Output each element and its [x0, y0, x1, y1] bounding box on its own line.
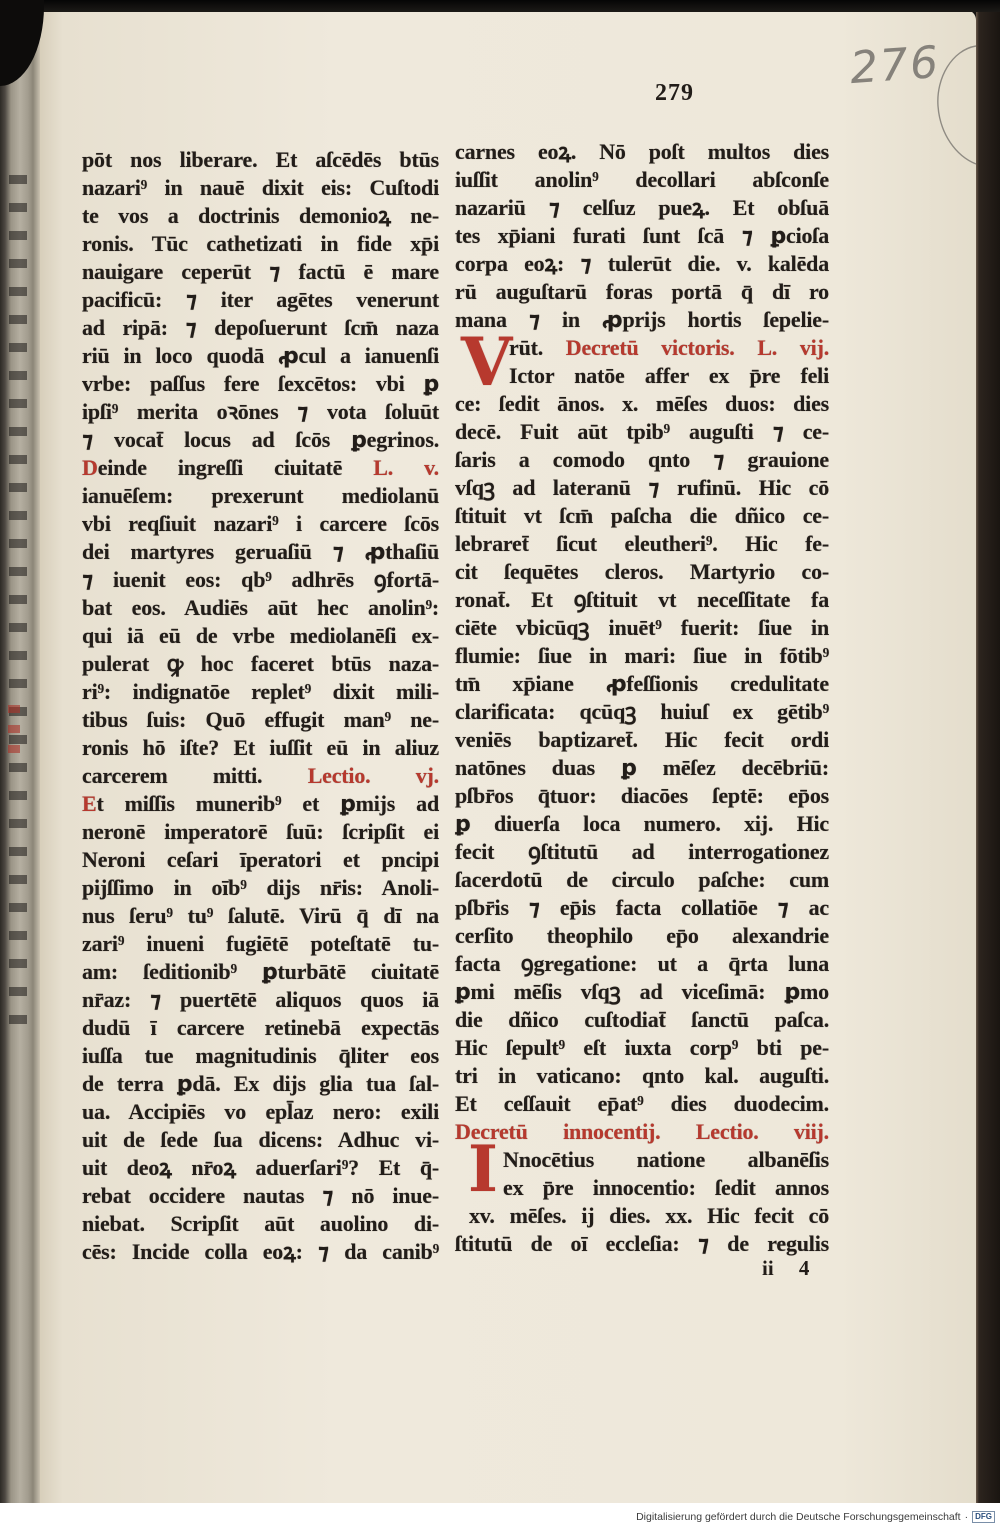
left-line-25	[82, 818, 439, 846]
rubric-text: Decretū victoris. L. vij.	[565, 335, 829, 360]
previous-leaf-rubric-fragments	[8, 705, 20, 753]
left-line-14	[82, 510, 439, 538]
handwritten-folio-number: 276	[848, 36, 942, 95]
left-line-23	[82, 762, 439, 790]
right-edge-binding	[976, 0, 1000, 1503]
right-line-15	[455, 530, 829, 558]
line-text: t miſſis munerib⁹ et ꝑmijs ad	[96, 791, 439, 816]
right-line-19	[455, 642, 829, 670]
line-text: neronē imperatorē ſuū: ſcripſit ei	[82, 819, 439, 844]
line-text: am: ſeditionib⁹ ꝑturbātē ciuitatē	[82, 959, 439, 984]
line-text: de terra ꝑdā. Ex dijs glia tua ſal-	[82, 1071, 439, 1096]
right-text-column	[455, 138, 829, 1258]
line-text: nr̄az: ⁊ puertētē aliquos quos iā	[82, 987, 439, 1012]
line-text: ianuēſem: prexerunt mediolanū	[82, 483, 439, 508]
line-text: einde ingreſſi ciuitatē	[97, 455, 374, 480]
line-text: pijſſimo in oīb⁹ dijs nr̄is: Anoli-	[82, 875, 439, 900]
right-line-32	[455, 1006, 829, 1034]
right-line-11	[455, 418, 829, 446]
left-line-39	[82, 1210, 439, 1238]
right-line-3	[455, 194, 829, 222]
line-text: ua. Accipiēs vo epl̄az nero: exili	[82, 1099, 439, 1124]
left-line-21	[82, 706, 439, 734]
line-text: tes xp̄iani furati ſunt ſcā ⁊ ꝑcioſa	[455, 223, 829, 248]
left-line-13	[82, 482, 439, 510]
line-text: ad ripā: ⁊ depoſuerunt ſcm̄ naza	[82, 315, 439, 340]
line-text: flumie: ſiue in mari: ſiue in fōtib⁹	[455, 643, 829, 668]
left-line-30	[82, 958, 439, 986]
right-line-33	[455, 1034, 829, 1062]
line-text: Et ceſſauit ep̄at⁹ dies duodecim.	[455, 1091, 829, 1116]
line-text: bat eos. Audiēs aūt hec anolin⁹:	[82, 595, 439, 620]
right-line-1	[455, 138, 829, 166]
right-line-40	[455, 1230, 829, 1258]
right-line-2	[455, 166, 829, 194]
right-line-23	[455, 754, 829, 782]
line-text: iuſſit anolin⁹ decollari abſconſe	[455, 167, 829, 192]
line-text: cerſito theophilo ep̄o alexandrie	[455, 923, 829, 948]
line-text: ⁊ vocat̄ locus ad ſcōs ꝑegrinos.	[82, 427, 439, 452]
line-text: carnes eoꝝ. Nō poſt multos dies	[455, 139, 829, 164]
right-line-28	[455, 894, 829, 922]
line-text: ꝑmi mēſis vſqꝫ ad viceſimā: ꝑmo	[455, 979, 829, 1004]
line-text: ronis. Tūc cathetizati in fide xp̄i	[82, 231, 439, 256]
line-text: dudū ī carcere retinebā expectās	[82, 1015, 439, 1040]
left-line-22	[82, 734, 439, 762]
line-text: uit de ſede ſua dicens: Adhuc vi-	[82, 1127, 439, 1152]
line-text: pōt nos liberare. Et aſcēdēs btūs	[82, 147, 439, 172]
right-line-16	[455, 558, 829, 586]
dfg-logo: DFG	[972, 1511, 995, 1523]
right-line-17	[455, 586, 829, 614]
line-text: ronis hō iſte? Et iuſſit eū in aliuz	[82, 735, 439, 760]
line-text: rū auguſtarū foras portā q̄ dī ro	[455, 279, 829, 304]
left-line-11	[82, 426, 439, 454]
left-line-31	[82, 986, 439, 1014]
line-text: ꝑ diuerſa loca numero. xij. Hic	[455, 811, 829, 836]
right-line-18	[455, 614, 829, 642]
rubric-text: L. v.	[373, 455, 439, 480]
line-text: Ictor natōe affer ex p̄re feli	[509, 363, 829, 388]
line-text: lebraret̄ ſicut eleutheri⁹. Hic fe-	[455, 531, 829, 556]
right-line-37	[455, 1146, 829, 1174]
line-text: ſacerdotū de circulo paſche: cum	[455, 867, 829, 892]
right-line-14	[455, 502, 829, 530]
left-line-9	[82, 370, 439, 398]
line-text: tri in vaticano: qnto kal. auguſti.	[455, 1063, 829, 1088]
line-text: xv. mēſes. ij dies. xx. Hic fecit cō	[469, 1203, 829, 1228]
left-line-1	[82, 146, 439, 174]
right-line-35	[455, 1090, 829, 1118]
pencil-circle-mark	[930, 40, 976, 170]
left-line-8	[82, 342, 439, 370]
left-line-6	[82, 286, 439, 314]
right-line-27	[455, 866, 829, 894]
line-text: nazari⁹ in nauē dixit eis: Cuſtodi	[82, 175, 439, 200]
line-text: vſqꝫ ad lateranū ⁊ rufinū. Hic cō	[455, 475, 829, 500]
line-text: tm̄ xp̄iane ꝓfeſſionis credulitate	[455, 671, 829, 696]
right-line-26	[455, 838, 829, 866]
left-line-4	[82, 230, 439, 258]
left-line-37	[82, 1154, 439, 1182]
line-text: Hic ſepult⁹ eſt iuxta corp⁹ bti pe-	[455, 1035, 829, 1060]
line-text: natōnes duas ꝑ mēſez decēbriū:	[455, 755, 829, 780]
left-line-28	[82, 902, 439, 930]
left-line-19	[82, 650, 439, 678]
right-line-25	[455, 810, 829, 838]
right-line-29	[455, 922, 829, 950]
line-text: vrbe: paſſus fere ſexcētos: vbi ꝑ	[82, 371, 439, 396]
signature-mark: ii 4	[762, 1256, 810, 1280]
left-text-column	[82, 146, 439, 1266]
line-text: cēs: Incide colla eoꝝ: ⁊ da canib⁹	[82, 1239, 439, 1264]
initial-i: I	[468, 1132, 498, 1207]
left-line-34	[82, 1070, 439, 1098]
line-text: ſtitutū de oī eccleſia: ⁊ de regulis	[455, 1231, 829, 1256]
left-line-38	[82, 1182, 439, 1210]
left-line-10	[82, 398, 439, 426]
line-text: carcerem mitti.	[82, 763, 308, 788]
digitization-footer	[0, 1503, 1000, 1530]
right-line-5	[455, 250, 829, 278]
line-text: iuſſa tue magnitudinis q̄liter eos	[82, 1043, 439, 1068]
left-line-12	[82, 454, 439, 482]
rubric-text: E	[82, 791, 97, 816]
right-line-4	[455, 222, 829, 250]
line-text: die dñico cuſtodiat̄ ſanctū paſca.	[455, 1007, 829, 1032]
top-edge-shadow	[0, 0, 1000, 12]
line-text: nazariū ⁊ celſuz pueꝝ. Et obſuā	[455, 195, 829, 220]
line-text: qui iā eū de vrbe mediolanēſi ex-	[82, 623, 439, 648]
line-text: decē. Fuit aūt tpib⁹ auguſti ⁊ ce-	[455, 419, 829, 444]
line-text: pſbr̄os q̄tuor: diacōes ſeptē: ep̄os	[455, 783, 829, 808]
right-line-36	[455, 1118, 829, 1146]
line-text: tibus ſuis: Quō effugit man⁹ ne-	[82, 707, 439, 732]
line-text: veniēs baptizaret̄. Hic fecit ordi	[455, 727, 829, 752]
line-text: pſbr̄is ⁊ ep̄is facta collatiōe ⁊ ac	[455, 895, 829, 920]
left-line-7	[82, 314, 439, 342]
line-text: ri⁹: indignatōe replet⁹ dixit mili-	[82, 679, 439, 704]
line-text: ſtituit vt ſcm̄ paſcha die dñico ce-	[455, 503, 829, 528]
footer-separator: ·	[964, 1510, 969, 1523]
line-text: Nnocētius natione albanēſis	[503, 1147, 829, 1172]
rubric-text: Decretū innocentij. Lectio. viij.	[455, 1119, 829, 1144]
line-text: mana ⁊ in ꝓprijs hortis ſepelie-	[455, 307, 829, 332]
left-line-24	[82, 790, 439, 818]
footer-credit	[636, 1503, 995, 1530]
right-line-12	[455, 446, 829, 474]
left-line-3	[82, 202, 439, 230]
left-line-27	[82, 874, 439, 902]
left-line-20	[82, 678, 439, 706]
page-number: 279	[655, 80, 694, 106]
rubric-text: D	[82, 455, 98, 480]
line-text: rūt.	[509, 335, 566, 360]
left-line-36	[82, 1126, 439, 1154]
initial-v: V	[461, 323, 513, 401]
previous-leaf-text-fragments	[9, 175, 27, 1035]
left-line-40	[82, 1238, 439, 1266]
line-text: niebat. Scripſit aūt auolino di-	[82, 1211, 439, 1236]
left-line-29	[82, 930, 439, 958]
line-text: uit deoꝝ nr̄oꝝ aduerſari⁹? Et q̄-	[82, 1155, 439, 1180]
line-text: ciēte vbicūqꝫ inuēt⁹ fuerit: ſiue in	[455, 615, 829, 640]
line-text: pacificū: ⁊ iter agētes venerunt	[82, 287, 439, 312]
left-line-32	[82, 1014, 439, 1042]
left-line-16	[82, 566, 439, 594]
line-text: fecit ꝯſtitutū ad interrogationez	[455, 839, 829, 864]
line-text: zari⁹ inueni fugiētē poteſtatē tu-	[82, 931, 439, 956]
left-line-2	[82, 174, 439, 202]
line-text: Neroni ceſari īperatori et pncipi	[82, 847, 439, 872]
line-text: nus ſeru⁹ tu⁹ ſalutē. Virū q̄ dī na	[82, 903, 439, 928]
right-line-20	[455, 670, 829, 698]
left-line-15	[82, 538, 439, 566]
line-text: ronat̄. Et ꝯſtituit vt neceſſitate fa	[455, 587, 829, 612]
line-text: rebat occidere nautas ⁊ nō inue-	[82, 1183, 439, 1208]
line-text: ⁊ iuenit eos: qb⁹ adhrēs ꝯfortā-	[82, 567, 439, 592]
right-line-6	[455, 278, 829, 306]
rubric-text: Lectio. vj.	[307, 763, 439, 788]
line-text: pulerat ꝙ hoc faceret btūs naza-	[82, 651, 439, 676]
left-line-5	[82, 258, 439, 286]
left-line-18	[82, 622, 439, 650]
left-line-33	[82, 1042, 439, 1070]
line-text: nauigare ceperūt ⁊ factū ē mare	[82, 259, 439, 284]
right-line-38	[455, 1174, 829, 1202]
line-text: clarificata: qcūqꝫ huiuſ ex gētib⁹	[455, 699, 829, 724]
right-line-13	[455, 474, 829, 502]
line-text: corpa eoꝝ: ⁊ tulerūt die. v. kalēda	[455, 251, 829, 276]
line-text: dei martyres geruaſiū ⁊ ꝓthaſiū	[82, 539, 439, 564]
line-text: ce: ſedit ānos. x. mēſes duos: dies	[455, 391, 829, 416]
line-text: vbi reqſiuit nazari⁹ i carcere ſcōs	[82, 511, 439, 536]
right-line-24	[455, 782, 829, 810]
line-text: te vos a doctrinis demonioꝝ ne-	[82, 203, 439, 228]
right-line-30	[455, 950, 829, 978]
left-line-17	[82, 594, 439, 622]
right-line-31	[455, 978, 829, 1006]
right-line-22	[455, 726, 829, 754]
line-text: ipſi⁹ merita oꝛōnes ⁊ vota ſoluūt	[82, 399, 439, 424]
line-text: ex p̄re innocentio: ſedit annos	[503, 1175, 829, 1200]
line-text: ſaris a comodo qnto ⁊ grauione	[455, 447, 829, 472]
left-line-26	[82, 846, 439, 874]
funding-note: Digitalisierung gefördert durch die Deutsche Forschungsgemeinschaft	[636, 1510, 961, 1523]
line-text: riū in loco quodā ꝓcul a ianuenſi	[82, 343, 439, 368]
line-text: cit ſequētes cleros. Martyrio co-	[455, 559, 829, 584]
right-line-21	[455, 698, 829, 726]
left-line-35	[82, 1098, 439, 1126]
right-line-39	[455, 1202, 829, 1230]
right-line-34	[455, 1062, 829, 1090]
line-text: facta ꝯgregatione: ut a q̄rta luna	[455, 951, 829, 976]
